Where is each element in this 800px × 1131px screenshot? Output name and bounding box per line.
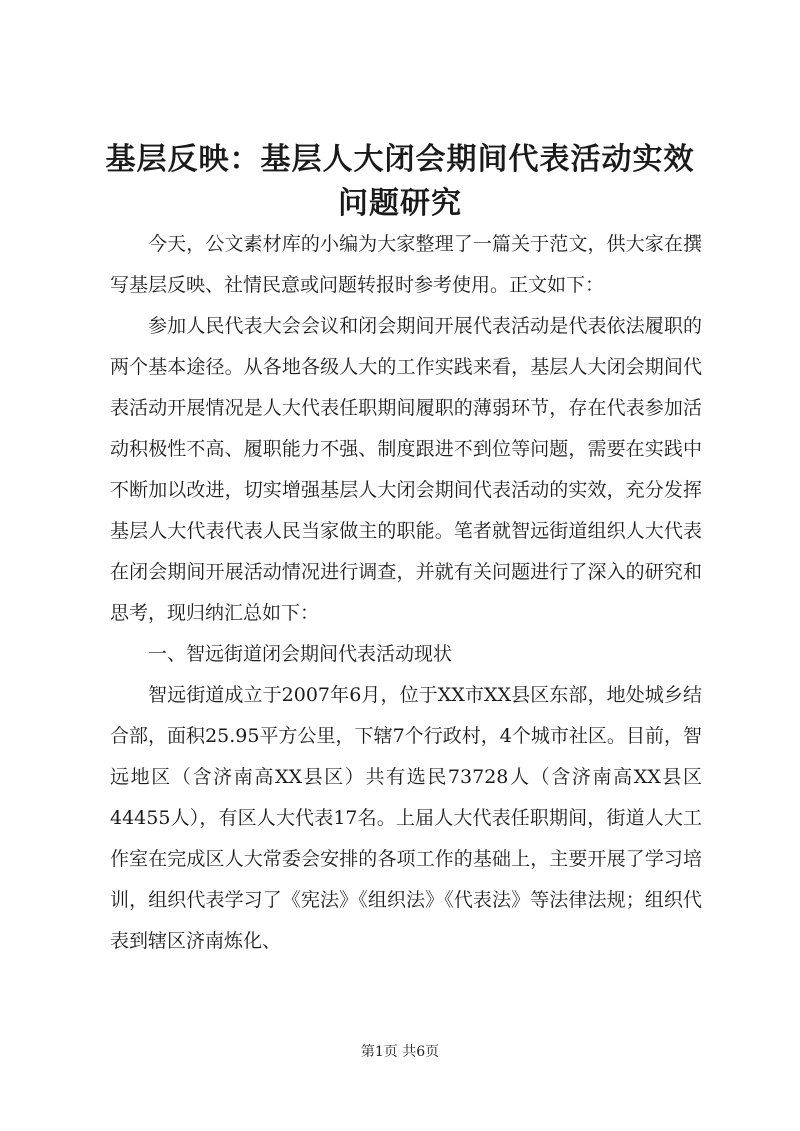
section-heading: 一、智远街道闭会期间代表活动现状 (148, 643, 453, 665)
intro-paragraph: 今天，公文素材库的小编为大家整理了一篇关于范文，供大家在撰写基层反映、社情民意或问题转报时参考使用。正文如下： (110, 233, 702, 296)
document-title: 基层反映：基层人大闭会期间代表活动实效问题研究 (105, 142, 695, 221)
body-paragraph: 参加人民代表大会会议和闭会期间开展代表活动是代表依法履职的两个基本途径。从各地各级人大的工作实践来看，基层人大闭会期间代表活动开展情况是人大代表任职期间履职的薄弱环节，存在代表参加活动积极性不高、履职能力不强、制度跟进不到位等问题，需要在实践中不断加以改进，切实增强基层人大闭会期间代表活动的实效，充分发挥基层人大代表代表人民当家做主的职能。笔者就智远街道组织人大代表在闭会期间开展活动情况进行调查，并就有关问题进行了深入的研究和思考，现归纳汇总如下： (110, 315, 702, 624)
document-body (110, 224, 702, 962)
body-paragraph: 智远街道成立于2007年6月，位于XX市XX县区东部，地处城乡结合部，面积25.95平方公里，下辖7个行政村，4个城市社区。目前，智远地区（含济南高XX县区）共有选民73728人（含济南高XX县区44455人），有区人大代表17名。上届人大代表任职期间，街道人大工作室在完成区人大常委会安排的各项工作的基础上，主要开展了学习培训，组织代表学习了《宪法》《组织法》《代表法》等法律法规；组织代表到辖区济南炼化、 (110, 684, 702, 952)
page-footer: 第1页 共6页 (360, 1044, 440, 1060)
